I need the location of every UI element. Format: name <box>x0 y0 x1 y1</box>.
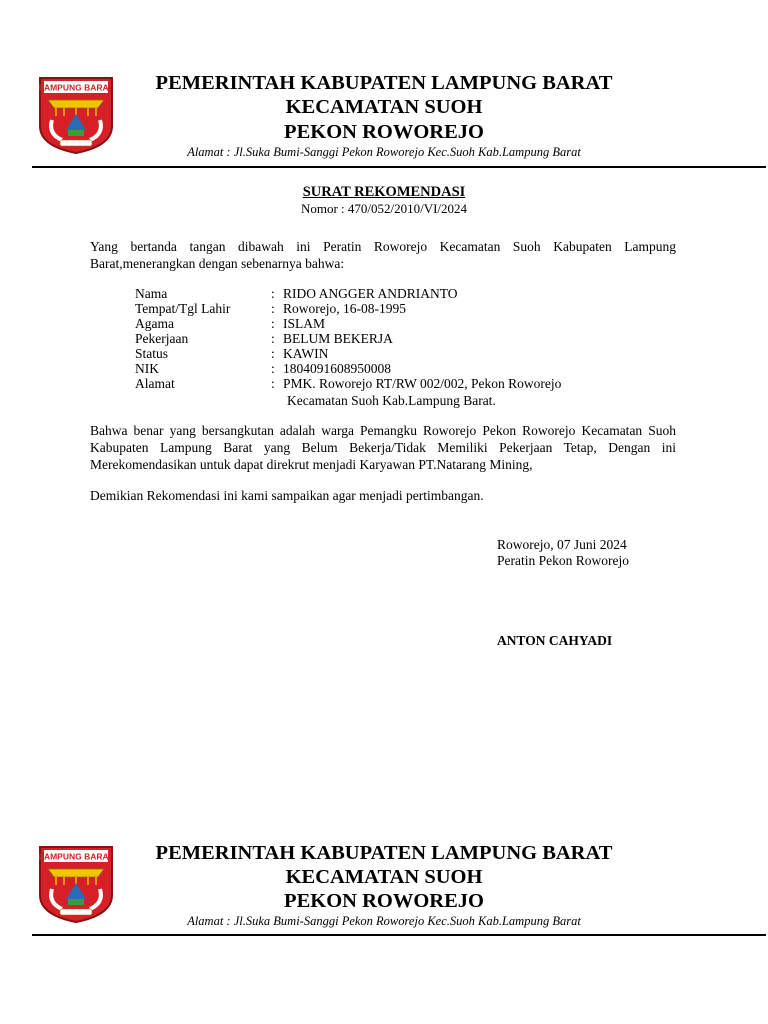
letter-title: SURAT REKOMENDASI <box>302 184 466 200</box>
closing-paragraph: Demikian Rekomendasi ini kami sampaikan agar menjadi pertimbangan. <box>90 488 484 503</box>
detail-label: Pekerjaan <box>135 331 189 346</box>
letterhead-bottom <box>0 842 768 945</box>
detail-label: NIK <box>135 361 159 376</box>
intro-paragraph: Yang bertanda tangan dibawah ini Peratin Roworejo Kecamatan Suoh Kabupaten Lampung Barat,menerangkan dengan sebenarnya bahwa: <box>90 239 676 271</box>
letterhead-address: Alamat : Jl.Suka Bumi-Sanggi Pekon Roworejo Kec.Suoh Kab.Lampung Barat <box>187 145 581 159</box>
logo-text: LAMPUNG BARAT <box>38 82 114 93</box>
detail-colon: : <box>271 331 275 346</box>
detail-label: Alamat <box>135 376 175 391</box>
detail-colon: : <box>271 376 275 391</box>
letterhead-top <box>0 72 768 176</box>
detail-value-nama: RIDO ANGGER ANDRIANTO <box>283 286 458 301</box>
letterhead-line-3: PEKON ROWOREJO <box>284 890 484 912</box>
letterhead-divider <box>32 166 766 168</box>
body-paragraph: Bahwa benar yang bersangkutan adalah warga Pemangku Roworejo Pekon Roworejo Kecamatan Suoh Kabupaten Lampung Barat yang Belum Bekerja/Tidak Memiliki Pekerjaan Tetap, Dengan ini Merekomendasikan untuk dapat direkrut menjadi Karyawan PT.Natarang Mining, <box>90 423 676 472</box>
detail-colon: : <box>271 361 275 376</box>
letterhead-divider <box>32 934 766 936</box>
detail-colon: : <box>271 346 275 361</box>
detail-value-ttl: Roworejo, 16-08-1995 <box>283 301 406 316</box>
detail-value-alamat-line-2: Kecamatan Suoh Kab.Lampung Barat. <box>287 393 496 408</box>
detail-label: Nama <box>135 286 168 301</box>
letterhead-line-2: KECAMATAN SUOH <box>285 866 483 888</box>
detail-value-pekerjaan: BELUM BEKERJA <box>283 331 393 346</box>
logo-text: LAMPUNG BARAT <box>38 851 114 862</box>
letterhead-address: Alamat : Jl.Suka Bumi-Sanggi Pekon Roworejo Kec.Suoh Kab.Lampung Barat <box>187 914 581 928</box>
detail-label: Tempat/Tgl Lahir <box>135 301 231 316</box>
signer-name: ANTON CAHYADI <box>497 633 613 648</box>
detail-colon: : <box>271 301 275 316</box>
place-date: Roworejo, 07 Juni 2024 <box>497 537 627 552</box>
detail-value-nik: 1804091608950008 <box>283 361 391 376</box>
detail-colon: : <box>271 316 275 331</box>
detail-value-agama: ISLAM <box>283 316 326 331</box>
letterhead-line-3: PEKON ROWOREJO <box>284 121 484 143</box>
letterhead-line-2: KECAMATAN SUOH <box>285 96 483 118</box>
letter-number: Nomor : 470/052/2010/VI/2024 <box>300 201 468 216</box>
detail-value-alamat: PMK. Roworejo RT/RW 002/002, Pekon Roworejo <box>283 376 562 391</box>
detail-label: Status <box>135 346 169 361</box>
detail-colon: : <box>271 286 275 301</box>
signer-position: Peratin Pekon Roworejo <box>497 553 629 568</box>
letterhead-line-1: PEMERINTAH KABUPATEN LAMPUNG BARAT <box>155 842 613 864</box>
detail-label: Agama <box>135 316 174 331</box>
detail-value-status: KAWIN <box>283 346 329 361</box>
letterhead-line-1: PEMERINTAH KABUPATEN LAMPUNG BARAT <box>155 72 613 94</box>
